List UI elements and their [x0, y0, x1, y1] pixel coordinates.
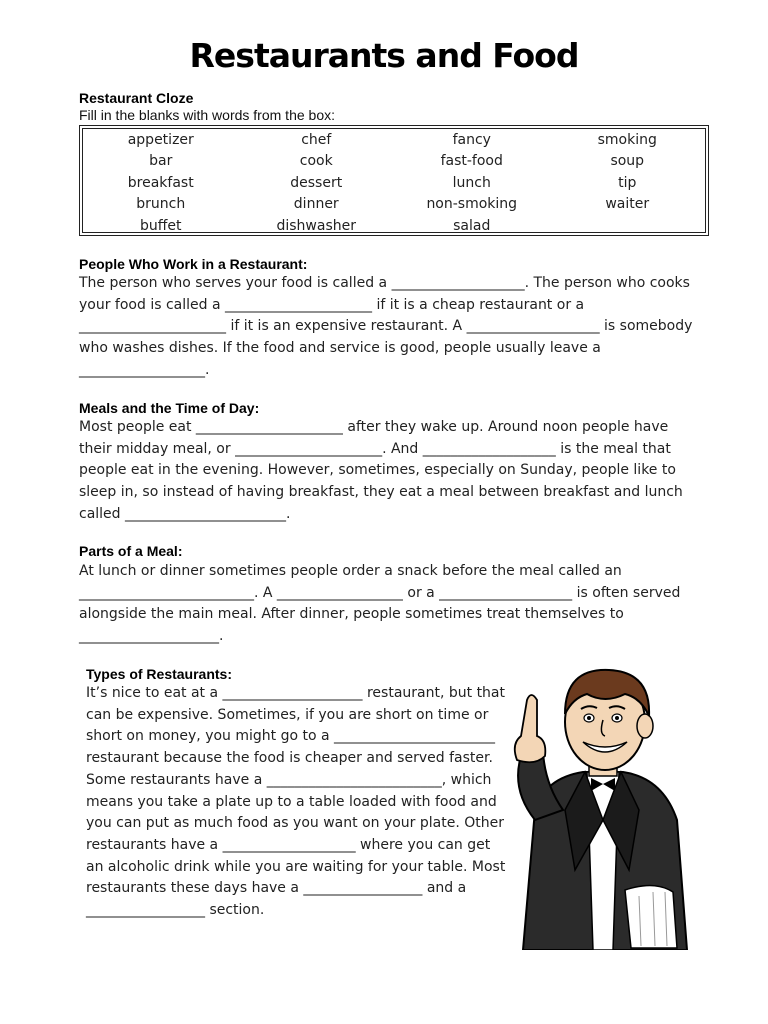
word-box-item: dinner: [293, 196, 339, 213]
word-box-item: appetizer: [127, 132, 194, 148]
word-box-item: fancy: [452, 132, 491, 148]
word-box-item: salad: [453, 217, 491, 234]
people-heading: People Who Work in a Restaurant:: [79, 256, 308, 272]
parts-heading: Parts of a Meal:: [79, 543, 183, 559]
word-box-item: dishwasher: [276, 217, 356, 234]
word-box-item: tip: [618, 174, 637, 191]
types-heading: Types of Restaurants:: [86, 666, 232, 682]
word-box-item: non-smoking: [426, 196, 518, 213]
word-box-item: buffet: [139, 217, 182, 234]
page-title: Restaurants and Food: [189, 36, 579, 75]
types-paragraph: It’s nice to eat at a ____________________ restaurant, but that can be expensive. Sometimes, if you are short on time or short on money, you might go to a _______________________ restaurant because the food is cheaper and served faster. Some restaurants have a _________________________, which means you take a plate up to a table loaded with food and you can put as much food as you want on your plate. Other restaurants have a ___________________ where you can get an alcoholic drink while you are waiting for your table. Most restaurants these days have a _________________ and a _________________ section.: [86, 685, 506, 919]
waiter-illustration: [505, 660, 695, 950]
cloze-instructions: Fill in the blanks with words from the box:: [79, 107, 335, 123]
word-box-item: soup: [610, 153, 645, 170]
word-box-item: [550, 216, 706, 237]
meals-paragraph: Most people eat _____________________ after they wake up. Around noon people have their midday meal, or _____________________. And ___________________ is the meal that people eat in the evening. However, sometimes, especially on Sunday, people like to sleep in, so instead of having breakfast, they eat a meal between breakfast and lunch called _______________________.: [79, 419, 683, 522]
word-box-item: waiter: [605, 196, 650, 213]
word-box-item: cook: [299, 153, 333, 170]
word-box-item: dessert: [290, 174, 343, 191]
word-box-item: chef: [301, 132, 332, 148]
word-box-item: lunch: [452, 174, 491, 191]
word-box-item: fast-food: [440, 153, 503, 170]
word-box-item: smoking: [597, 132, 657, 148]
meals-heading: Meals and the Time of Day:: [79, 400, 260, 416]
word-box: [79, 125, 709, 236]
word-grid: [82, 128, 706, 233]
cloze-heading: Restaurant Cloze: [79, 90, 194, 106]
people-paragraph: The person who serves your food is called a ___________________. The person who cooks your food is called a _____________________ if it is a cheap restaurant or a _____________________ if it is an expensive restaurant. A ___________________ is somebody who washes dishes. If the food and service is good, people usually leave a __________________.: [79, 275, 693, 378]
word-box-item: breakfast: [127, 174, 194, 191]
parts-paragraph: At lunch or dinner sometimes people order a snack before the meal called an _________________________. A __________________ or a ___________________ is often served alongside the main meal. After dinner, people sometimes treat themselves to ____________________.: [79, 563, 681, 645]
word-box-item: bar: [149, 153, 173, 170]
word-box-item: brunch: [136, 196, 186, 213]
